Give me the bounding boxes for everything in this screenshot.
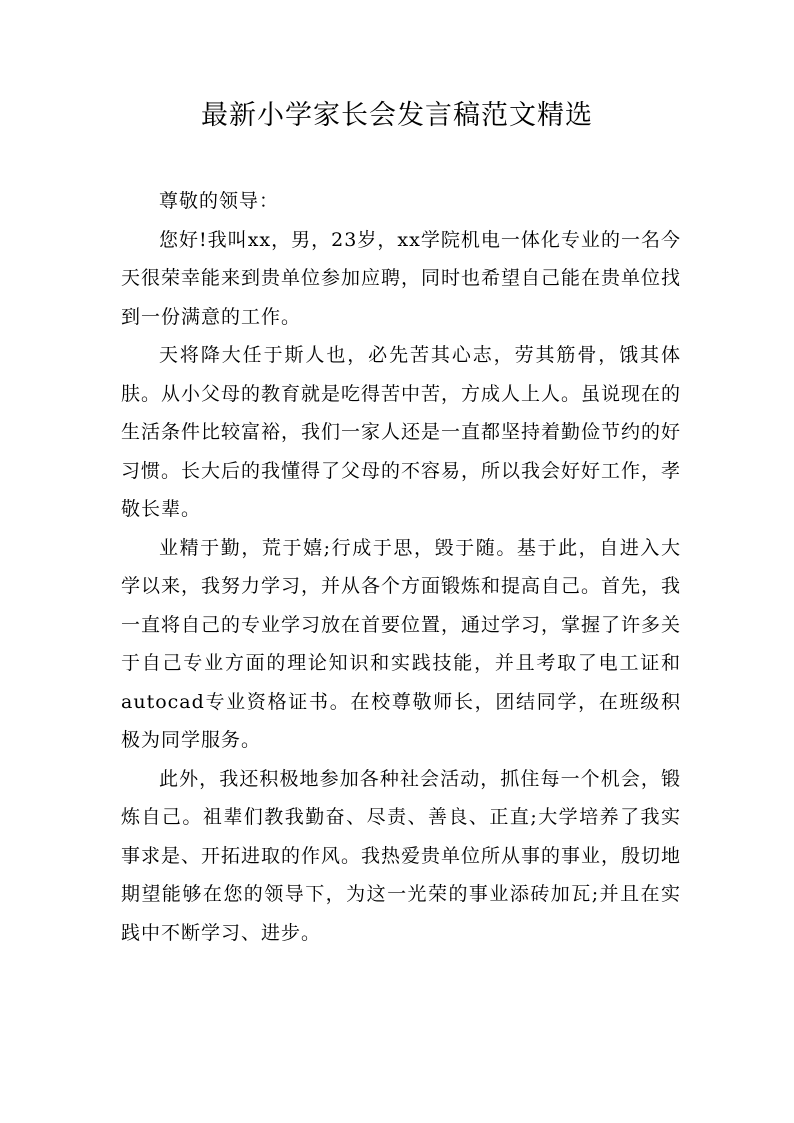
salutation: 尊敬的领导： (159, 190, 280, 212)
document-title: 最新小学家长会发言稿范文精选 (201, 100, 593, 131)
paragraph-2: 天将降大任于斯人也，必先苦其心志，劳其筋骨，饿其体肤。从小父母的教育就是吃得苦中苦，方成人上人。虽说现在的生活条件比较富裕，我们一家人还是一直都坚持着勤俭节约的好习惯。长大后的我懂得了父母的不容易，所以我会好好工作，孝敬长辈。 (121, 344, 682, 520)
paragraph-3: 业精于勤，荒于嬉;行成于思，毁于随。基于此，自进入大学以来，我努力学习，并从各个方面锻炼和提高自己。首先，我一直将自己的专业学习放在首要位置，通过学习，掌握了许多关于自己专业方面的理论知识和实践技能，并且考取了电工证和autocad专业资格证书。在校尊敬师长，团结同学，在班级积极为同学服务。 (121, 536, 682, 751)
document-body (121, 182, 681, 952)
paragraph-4: 此外，我还积极地参加各种社会活动，抓住每一个机会，锻炼自己。祖辈们教我勤奋、尽责、善良、正直;大学培养了我实事求是、开拓进取的作风。我热爱贵单位所从事的事业，殷切地期望能够在您的领导下，为这一光荣的事业添砖加瓦;并且在实践中不断学习、进步。 (121, 767, 682, 944)
paragraph-1: 您好!我叫xx，男，23岁，xx学院机电一体化专业的一名今天很荣幸能来到贵单位参加应聘，同时也希望自己能在贵单位找到一份满意的工作。 (121, 228, 682, 328)
